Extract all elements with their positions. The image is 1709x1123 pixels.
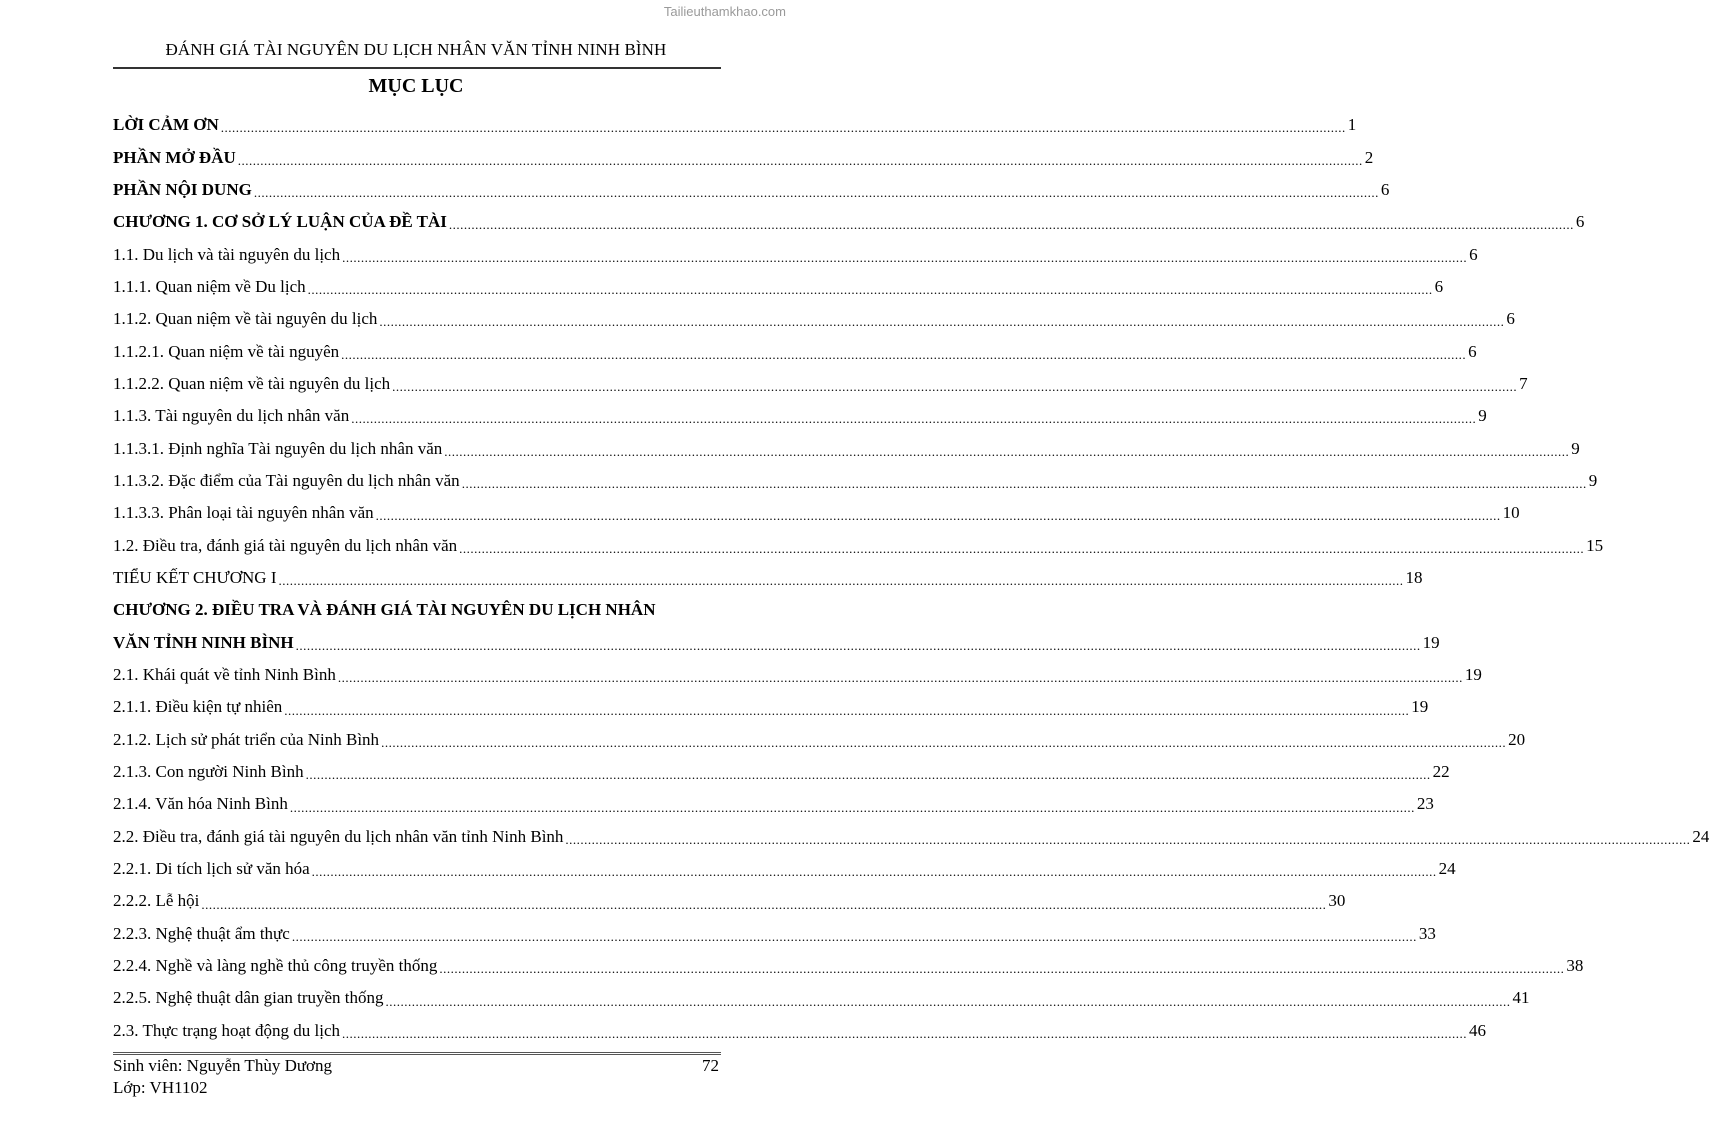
toc-entry-label: LỜI CẢM ƠN — [113, 115, 219, 135]
toc-entry[interactable] — [113, 432, 1580, 464]
footer-page-number: 72 — [702, 1056, 719, 1075]
toc-entry-page: 6 — [1380, 179, 1390, 199]
toc-entry-label: 2.1.3. Con người Ninh Bình — [113, 762, 304, 782]
toc-entry-label: 1.1.1. Quan niệm về Du lịch — [113, 276, 306, 296]
toc-entry[interactable] — [113, 368, 1528, 400]
toc-entry-page: 6 — [1434, 276, 1444, 296]
toc-dot-leader: ............................................................................................................................................................................................................................................................................................................ — [439, 961, 1565, 977]
toc-entry-page: 19 — [1422, 632, 1440, 652]
toc-entry-label: 2.2. Điều tra, đánh giá tài nguyên du lịch nhân văn tỉnh Ninh Bình — [113, 826, 564, 846]
toc-entry-page: 24 — [1692, 826, 1709, 846]
toc-dot-leader: ............................................................................................................................................................................................................................................................................................................ — [311, 864, 1437, 880]
toc-entry-label: 1.1.3.2. Đặc điểm của Tài nguyên du lịch nhân văn — [113, 470, 460, 490]
toc-entry[interactable] — [113, 271, 1444, 303]
toc-entry[interactable] — [113, 982, 1530, 1014]
toc-entry-label: 1.1.3.1. Định nghĩa Tài nguyên du lịch nhân văn — [113, 438, 443, 458]
toc-entry-page: 19 — [1464, 665, 1482, 685]
toc-entry[interactable] — [113, 918, 1436, 950]
toc-entry[interactable] — [113, 303, 1515, 335]
toc-dot-leader: ............................................................................................................................................................................................................................................................................................................ — [351, 411, 1477, 427]
toc-entry-page: 23 — [1416, 794, 1434, 814]
toc-entry[interactable] — [113, 335, 1477, 367]
toc-dot-leader: ............................................................................................................................................................................................................................................................................................................ — [385, 993, 1511, 1009]
toc-entry-label: 2.2.5. Nghệ thuật dân gian truyền thống — [113, 988, 384, 1008]
toc-entry-page: 7 — [1519, 373, 1528, 393]
toc-entry[interactable] — [113, 529, 1604, 561]
toc-entry-label: 2.1.1. Điều kiện tự nhiên — [113, 697, 283, 717]
toc-entry-label: CHƯƠNG 1. CƠ SỞ LÝ LUẬN CỦA ĐỀ TÀI — [113, 212, 447, 232]
toc-entry-label: 1.2. Điều tra, đánh giá tài nguyên du lịch nhân văn — [113, 535, 458, 555]
toc-dot-leader: ............................................................................................................................................................................................................................................................................................................ — [565, 831, 1691, 847]
toc-dot-leader: ............................................................................................................................................................................................................................................................................................................ — [201, 896, 1327, 912]
toc-entry-page: 15 — [1586, 535, 1604, 555]
toc-entry[interactable] — [113, 950, 1584, 982]
toc-entry[interactable] — [113, 853, 1456, 885]
toc-entry-label: 1.1.2.1. Quan niệm về tài nguyên — [113, 341, 340, 361]
footer-class: Lớp: VH1102 — [113, 1078, 208, 1097]
toc-entry-page: 10 — [1502, 503, 1520, 523]
toc-dot-leader: ............................................................................................................................................................................................................................................................................................................ — [291, 928, 1417, 944]
toc-entry[interactable] — [113, 562, 1423, 594]
toc-entry[interactable] — [113, 497, 1520, 529]
toc-dot-leader: ............................................................................................................................................................................................................................................................................................................ — [444, 443, 1570, 459]
toc-entry[interactable] — [113, 627, 1440, 659]
toc-entry-label: 1.1.3. Tài nguyên du lịch nhân văn — [113, 406, 350, 426]
toc-entry-label: 1.1.3.3. Phân loại tài nguyên nhân văn — [113, 503, 374, 523]
toc-entry[interactable] — [113, 465, 1598, 497]
toc-entry-label: 2.1.4. Văn hóa Ninh Bình — [113, 794, 288, 814]
toc-entry[interactable] — [113, 400, 1487, 432]
toc-entry-label: 2.2.1. Di tích lịch sử văn hóa — [113, 859, 310, 879]
toc-entry[interactable] — [113, 724, 1526, 756]
toc-entry-page: 20 — [1508, 729, 1526, 749]
toc-entry-page: 18 — [1405, 567, 1423, 587]
toc-dot-leader: ............................................................................................................................................................................................................................................................................................................ — [220, 120, 1346, 136]
toc-entry-label: PHẦN MỞ ĐẦU — [113, 147, 236, 167]
toc-entry-page: 30 — [1328, 891, 1346, 911]
toc-dot-leader: ............................................................................................................................................................................................................................................................................................................ — [284, 702, 1410, 718]
toc-entry[interactable] — [113, 821, 1709, 853]
toc-title: MỤC LỤC — [368, 75, 464, 97]
toc-dot-leader: ............................................................................................................................................................................................................................................................................................................ — [237, 152, 1363, 168]
toc-dot-leader: ............................................................................................................................................................................................................................................................................................................ — [289, 799, 1415, 815]
toc-entry-label: PHẦN NỘI DUNG — [113, 179, 252, 199]
toc-entry[interactable] — [113, 109, 1357, 141]
toc-entry-page: 19 — [1411, 697, 1429, 717]
toc-entry[interactable] — [113, 756, 1450, 788]
toc-entry[interactable] — [113, 885, 1346, 917]
toc-dot-leader: ............................................................................................................................................................................................................................................................................................................ — [341, 346, 1467, 362]
table-of-contents — [113, 109, 1709, 1047]
toc-entry-label: 2.2.4. Nghề và làng nghề thủ công truyền thống — [113, 956, 438, 976]
watermark: Tailieuthamkhao.com — [663, 4, 786, 19]
toc-dot-leader: ............................................................................................................................................................................................................................................................................................................ — [305, 767, 1431, 783]
toc-entry-page: 33 — [1418, 923, 1436, 943]
header-divider — [113, 67, 721, 69]
toc-dot-leader: ............................................................................................................................................................................................................................................................................................................ — [392, 379, 1518, 395]
toc-entry-page: 22 — [1432, 762, 1450, 782]
toc-entry-page: 2 — [1364, 147, 1374, 167]
toc-dot-leader: ............................................................................................................................................................................................................................................................................................................ — [295, 637, 1421, 653]
toc-entry-page: 1 — [1347, 115, 1357, 135]
toc-entry[interactable] — [113, 141, 1374, 173]
toc-dot-leader: ............................................................................................................................................................................................................................................................................................................ — [342, 249, 1468, 265]
toc-entry-label: CHƯƠNG 2. ĐIỀU TRA VÀ ĐÁNH GIÁ TÀI NGUYÊN DU LỊCH NHÂN — [113, 600, 656, 620]
toc-entry-label: 2.2.2. Lễ hội — [113, 891, 200, 911]
toc-entry-page: 24 — [1438, 859, 1456, 879]
toc-entry-page: 6 — [1468, 341, 1477, 361]
toc-entry-page: 6 — [1469, 244, 1478, 264]
toc-entry[interactable] — [113, 691, 1429, 723]
toc-entry-page: 38 — [1566, 956, 1584, 976]
toc-entry-label: 2.1. Khái quát về tỉnh Ninh Bình — [113, 665, 336, 685]
toc-entry-label: 2.1.2. Lịch sử phát triển của Ninh Bình — [113, 729, 380, 749]
toc-dot-leader: ............................................................................................................................................................................................................................................................................................................ — [375, 508, 1501, 524]
toc-entry-page: 41 — [1512, 988, 1530, 1008]
toc-entry-page: 6 — [1506, 309, 1515, 329]
toc-dot-leader: ............................................................................................................................................................................................................................................................................................................ — [381, 734, 1507, 750]
toc-entry-page: 6 — [1575, 212, 1585, 232]
toc-dot-leader: ............................................................................................................................................................................................................................................................................................................ — [337, 670, 1463, 686]
toc-entry-label: 2.3. Thực trạng hoạt động du lịch — [113, 1020, 341, 1040]
toc-dot-leader: ............................................................................................................................................................................................................................................................................................................ — [459, 540, 1585, 556]
toc-entry-page: 9 — [1588, 470, 1598, 490]
toc-entry-label: 1.1. Du lịch và tài nguyên du lịch — [113, 244, 341, 264]
toc-entry-page: 9 — [1478, 406, 1487, 426]
toc-entry-label: VĂN TỈNH NINH BÌNH — [113, 632, 294, 652]
toc-entry-page: 46 — [1469, 1020, 1487, 1040]
footer-student-name: Sinh viên: Nguyễn Thùy Dương — [113, 1056, 333, 1075]
running-header: ĐÁNH GIÁ TÀI NGUYÊN DU LỊCH NHÂN VĂN TỈNH NINH BÌNH — [165, 40, 667, 59]
toc-entry[interactable] — [113, 206, 1585, 238]
toc-entry[interactable] — [113, 174, 1390, 206]
toc-entry[interactable] — [113, 1015, 1487, 1047]
toc-entry[interactable] — [113, 788, 1434, 820]
toc-dot-leader: ............................................................................................................................................................................................................................................................................................................ — [461, 476, 1587, 492]
toc-entry-label: 2.2.3. Nghệ thuật ẩm thực — [113, 923, 290, 943]
toc-entry-page: 9 — [1571, 438, 1580, 458]
toc-entry[interactable] — [113, 594, 719, 626]
toc-dot-leader: ............................................................................................................................................................................................................................................................................................................ — [379, 314, 1505, 330]
toc-entry[interactable] — [113, 659, 1482, 691]
toc-entry-label: 1.1.2. Quan niệm về tài nguyên du lịch — [113, 309, 378, 329]
toc-dot-leader: ............................................................................................................................................................................................................................................................................................................ — [253, 185, 1379, 201]
footer-divider — [113, 1052, 721, 1055]
toc-dot-leader: ............................................................................................................................................................................................................................................................................................................ — [448, 217, 1574, 233]
toc-dot-leader: ............................................................................................................................................................................................................................................................................................................ — [278, 573, 1404, 589]
toc-dot-leader: ............................................................................................................................................................................................................................................................................................................ — [342, 1025, 1468, 1041]
toc-entry-label: 1.1.2.2. Quan niệm về tài nguyên du lịch — [113, 373, 391, 393]
toc-dot-leader: ............................................................................................................................................................................................................................................................................................................ — [307, 282, 1433, 298]
toc-entry-label: TIỂU KẾT CHƯƠNG I — [113, 567, 277, 587]
toc-entry[interactable] — [113, 238, 1478, 270]
